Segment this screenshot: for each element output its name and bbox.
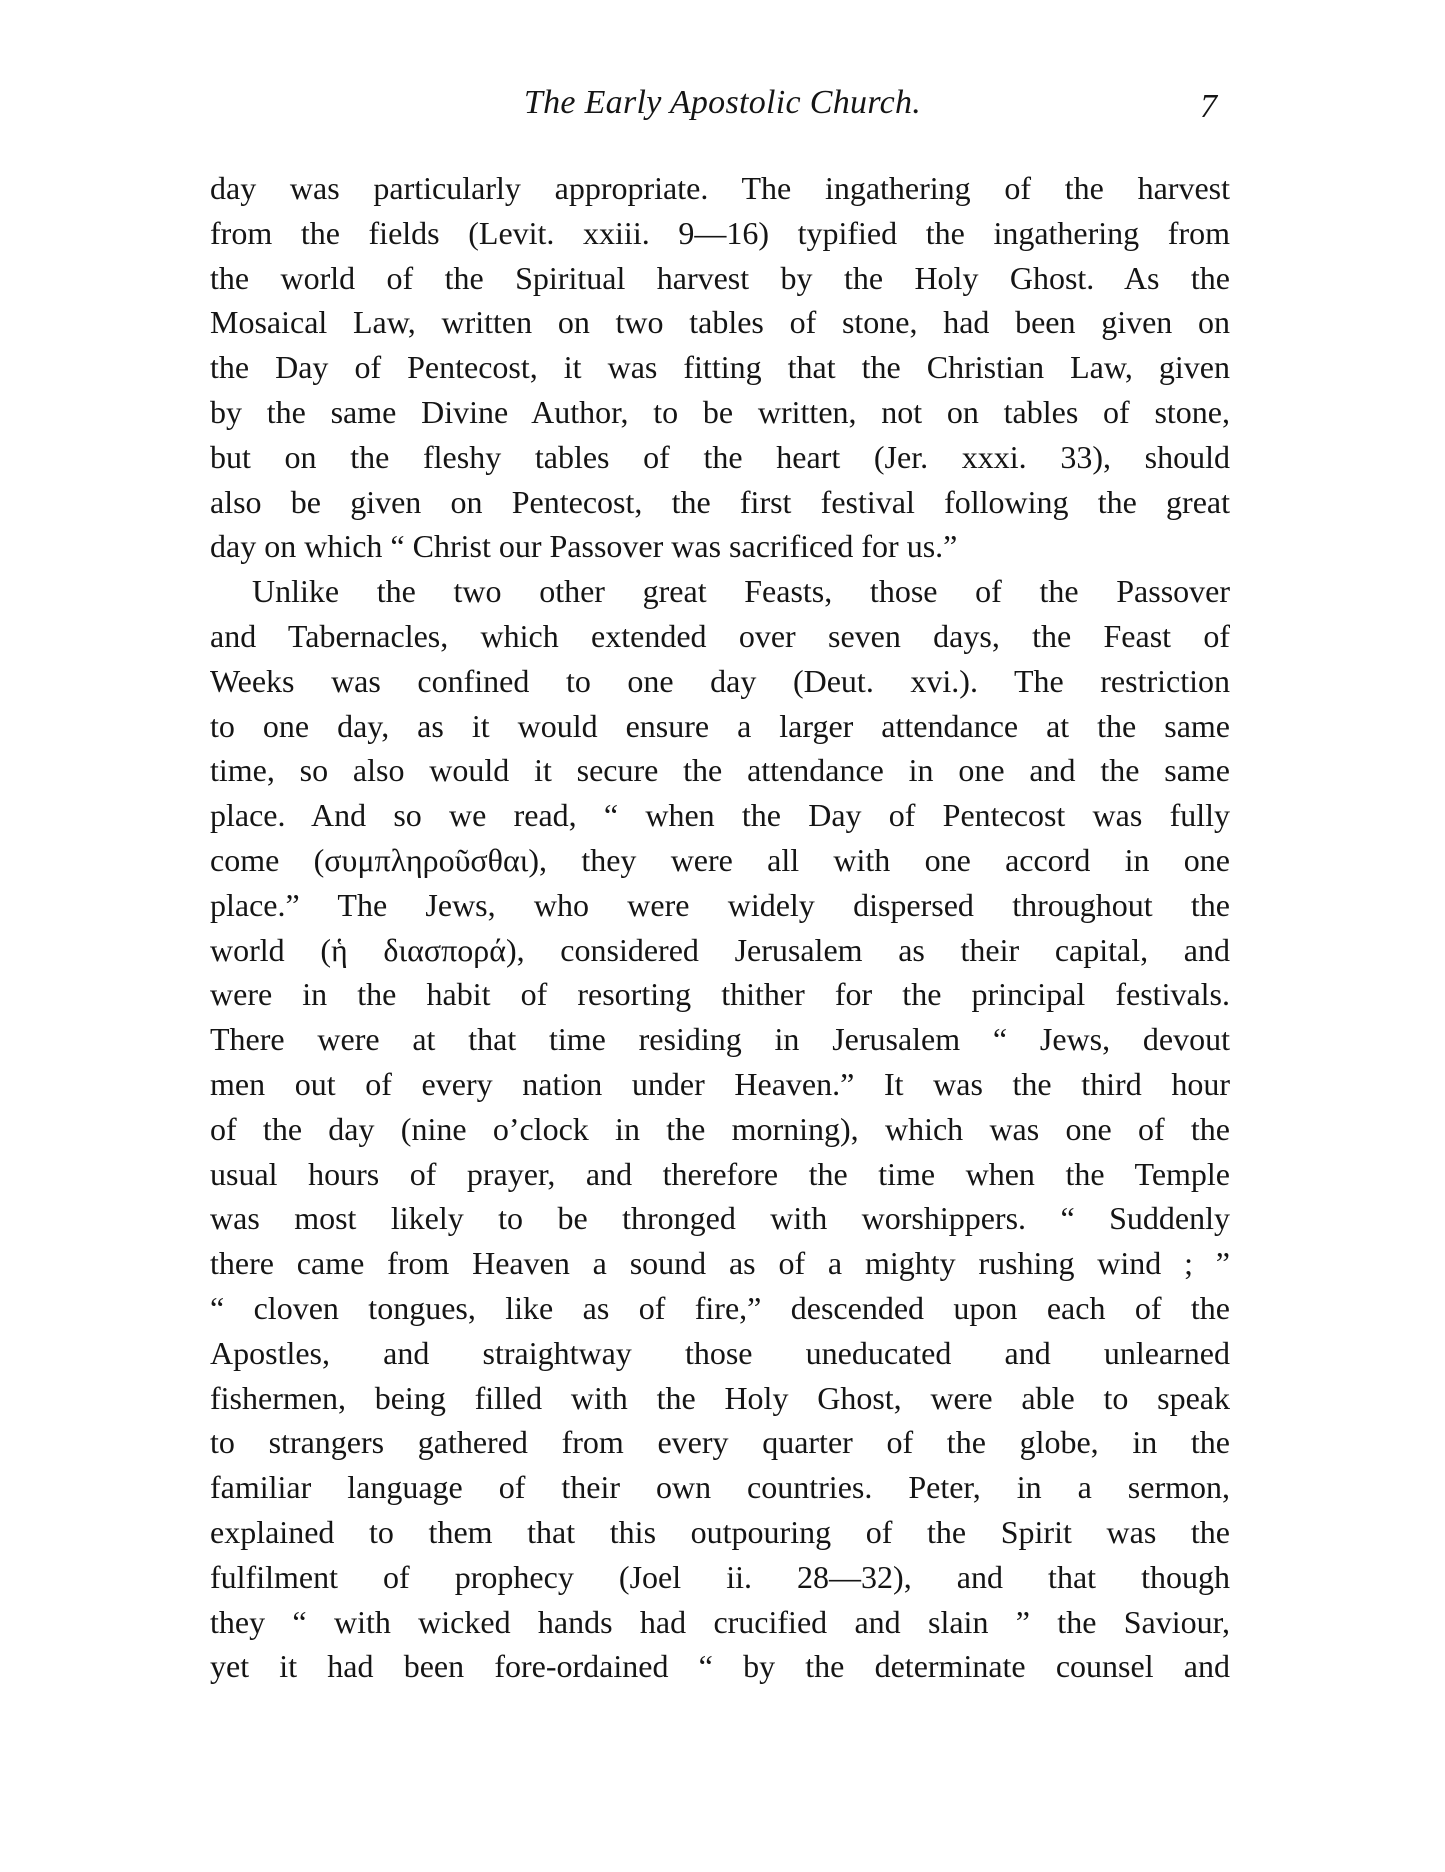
text-line: place.” The Jews, who were widely dispersed throughout the [210, 886, 1230, 923]
text-line: and Tabernacles, which extended over seven days, the Feast of [210, 617, 1230, 654]
text-line: was most likely to be thronged with worshippers. “ Suddenly [210, 1200, 1230, 1237]
text-line: also be given on Pentecost, the first festival following the great [210, 483, 1230, 520]
text-line: familiar language of their own countries. Peter, in a sermon, [210, 1469, 1230, 1506]
text-line: from the fields (Levit. xxiii. 9—16) typified the ingathering from [210, 214, 1230, 251]
text-line: there came from Heaven a sound as of a mighty rushing wind ; ” [210, 1245, 1230, 1282]
text-line: world (ἡ διασπορά), considered Jerusalem as their capital, and [210, 931, 1230, 968]
text-line: There were at that time residing in Jerusalem “ Jews, devout [210, 1021, 1230, 1058]
text-line: Unlike the two other great Feasts, those of the Passover [252, 573, 1230, 610]
text-line: fishermen, being filled with the Holy Ghost, were able to speak [210, 1379, 1230, 1416]
text-line: time, so also would it secure the attendance in one and the same [210, 752, 1230, 789]
text-line: “ cloven tongues, like as of fire,” descended upon each of the [210, 1289, 1230, 1326]
text-line: by the same Divine Author, to be written, not on tables of stone, [210, 393, 1230, 430]
body-text [210, 166, 1230, 1689]
text-line: day on which “ Christ our Passover was sacrificed for us.” [210, 528, 958, 565]
running-title: The Early Apostolic Church. [523, 84, 922, 121]
text-line: men out of every nation under Heaven.” It was the third hour [210, 1065, 1230, 1102]
text-line: but on the fleshy tables of the heart (Jer. xxxi. 33), should [210, 438, 1230, 475]
text-line: place. And so we read, “ when the Day of Pentecost was fully [210, 797, 1230, 834]
text-line: usual hours of prayer, and therefore the time when the Temple [210, 1155, 1230, 1192]
text-line: Apostles, and straightway those uneducated and unlearned [210, 1334, 1230, 1371]
text-line: were in the habit of resorting thither for the principal festivals. [210, 976, 1230, 1013]
text-line: Weeks was confined to one day (Deut. xvi.). The restriction [210, 662, 1230, 699]
text-line: yet it had been fore-ordained “ by the determinate counsel and [210, 1648, 1230, 1685]
text-line: to strangers gathered from every quarter of the globe, in the [210, 1424, 1230, 1461]
text-line: fulfilment of prophecy (Joel ii. 28—32), and that though [210, 1558, 1230, 1595]
text-line: the Day of Pentecost, it was fitting that the Christian Law, given [210, 349, 1230, 386]
text-line: come (συμπληροῦσθαι), they were all with one accord in one [210, 841, 1230, 878]
text-line: day was particularly appropriate. The ingathering of the harvest [210, 170, 1230, 206]
text-line: Mosaical Law, written on two tables of stone, had been given on [210, 304, 1230, 341]
running-head [0, 84, 1445, 134]
text-line: the world of the Spiritual harvest by the Holy Ghost. As the [210, 259, 1230, 296]
text-line: of the day (nine o’clock in the morning), which was one of the [210, 1110, 1230, 1147]
page-number: 7 [1200, 88, 1217, 125]
text-line: they “ with wicked hands had crucified and slain ” the Saviour, [210, 1603, 1230, 1640]
text-line: to one day, as it would ensure a larger attendance at the same [210, 707, 1230, 744]
text-line: explained to them that this outpouring of the Spirit was the [210, 1513, 1230, 1550]
